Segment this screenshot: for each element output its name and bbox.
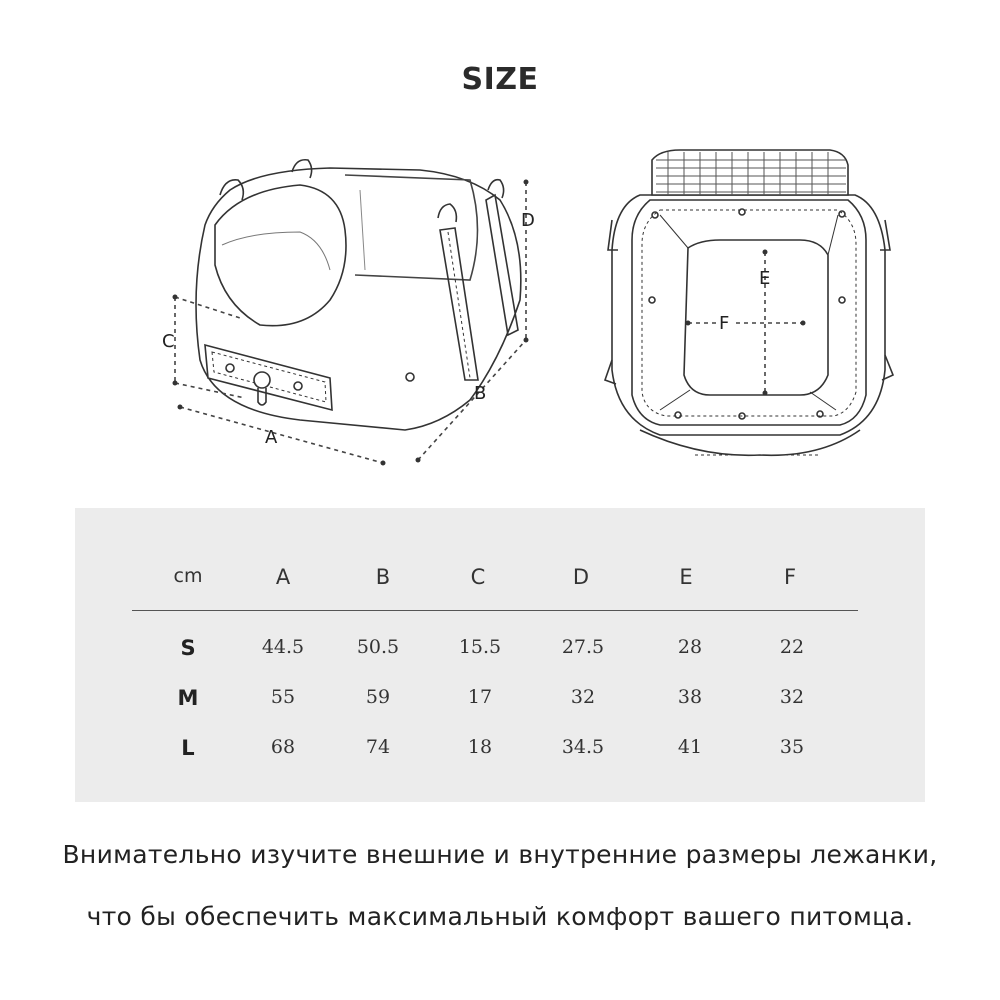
row-size-label: L: [181, 736, 195, 760]
bag-top-view: [605, 150, 893, 455]
dimension-label-c: C: [162, 331, 175, 352]
dimension-label-d: D: [521, 210, 535, 231]
table-cell: 55: [270, 686, 296, 708]
table-cell: 68: [270, 736, 296, 758]
table-cell: 59: [365, 686, 391, 708]
bag-side-view: [196, 160, 521, 430]
row-size-label: S: [180, 636, 196, 660]
dimension-label-f: F: [716, 313, 732, 334]
table-cell: 41: [677, 736, 703, 758]
row-size-label: M: [177, 686, 199, 710]
dimension-label-a: A: [265, 427, 278, 448]
column-header-e: E: [679, 565, 693, 589]
dimension-label-b: B: [474, 383, 487, 404]
column-header-d: D: [572, 565, 590, 589]
table-cell: 22: [779, 636, 805, 658]
table-cell: 35: [779, 736, 805, 758]
header-divider: [132, 610, 858, 611]
column-header-a: A: [275, 565, 291, 589]
note-line-1: Внимательно изучите внешние и внутренние размеры лежанки,: [62, 840, 938, 869]
column-header-f: F: [783, 565, 797, 589]
table-cell: 32: [779, 686, 805, 708]
note-line-2: что бы обеспечить максимальный комфорт вашего питомца.: [86, 902, 914, 931]
table-cell: 32: [570, 686, 596, 708]
table-cell: 50.5: [356, 636, 400, 658]
table-cell: 27.5: [561, 636, 605, 658]
column-header-b: B: [375, 565, 391, 589]
table-cell: 18: [467, 736, 493, 758]
table-cell: 44.5: [261, 636, 305, 658]
column-header-c: C: [470, 565, 486, 589]
table-cell: 34.5: [561, 736, 605, 758]
size-table: [75, 508, 925, 802]
page-title: SIZE: [461, 62, 539, 97]
table-cell: 17: [467, 686, 493, 708]
table-cell: 38: [677, 686, 703, 708]
table-cell: 28: [677, 636, 703, 658]
table-cell: 15.5: [458, 636, 502, 658]
dimension-label-e: E: [759, 268, 771, 289]
unit-header: cm: [173, 565, 203, 587]
table-cell: 74: [365, 736, 391, 758]
